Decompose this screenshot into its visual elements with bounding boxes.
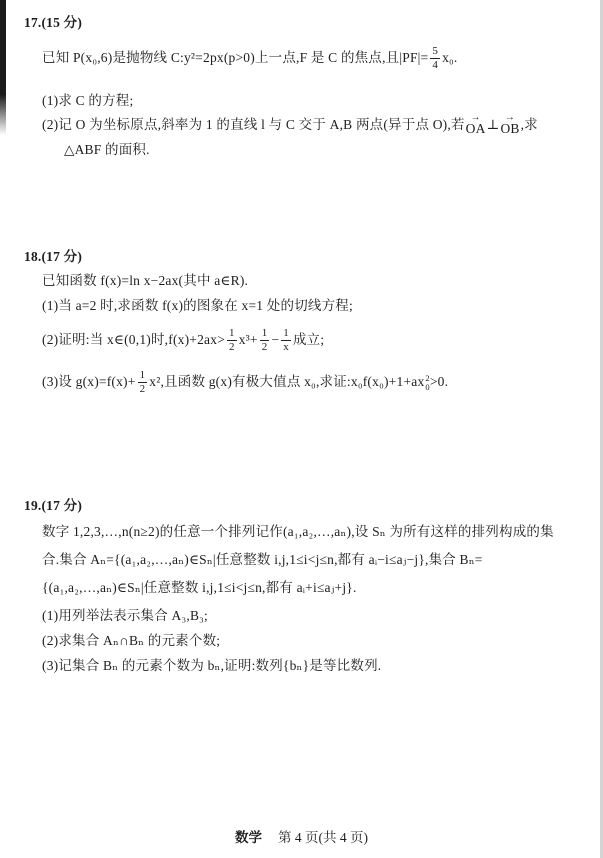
vector-oa [466,114,486,136]
fraction-numerator: 1 [229,327,235,340]
question-17-header [24,14,82,32]
question-19-paragraph-line-3 [42,579,357,597]
perpendicular-symbol: ⊥ [486,116,500,132]
question-17-intro [42,40,458,76]
math-text: x₀. [442,50,458,66]
question-18-points: (17 分) [41,249,83,264]
question-18-item-1 [42,297,353,315]
fraction-denominator: 2 [139,382,146,395]
fraction-1-2 [260,327,270,352]
math-text: x²,且函数 g(x)有极大值点 x₀,求证:x₀f(x₀)+1+ax [149,374,425,390]
sub-item-text: (1)用列举法表示集合 A₃,B₃; [42,608,209,623]
question-17-item-1 [42,92,133,110]
stack-subscript: 0 [425,382,430,392]
sub-item-text: (2)求集合 Aₙ∩Bₙ 的元素个数; [42,633,221,648]
question-17-number: 17. [24,15,42,30]
question-19-item-3 [42,657,381,675]
math-text: 已知函数 f(x)=ln x−2ax(其中 a∈R). [42,273,249,288]
fraction-numerator: 1 [261,327,268,340]
fraction-1-x [281,327,291,352]
sub-item-text: (3)记集合 Bₙ 的元素个数为 bₙ,证明:数列{bₙ}是等比数列. [42,658,382,673]
stack-superscript: 2 [425,373,430,384]
page-footer [0,826,603,846]
question-17-item-2-continuation [64,141,150,159]
question-19-header [24,497,82,515]
sub-item-text: △ABF 的面积. [64,142,150,157]
vector-arrow-icon: → [470,112,481,123]
vector-arrow-icon: → [504,112,516,123]
question-18-intro [42,272,248,290]
math-text: >0. [429,374,449,390]
question-19-paragraph-line-2 [42,551,483,569]
fraction-denominator: 4 [432,58,439,71]
question-17-item-2 [42,114,538,136]
subscript-superscript-stack [425,374,429,392]
sub-item-text: ,求 [520,116,538,132]
question-19-paragraph-line-1 [42,523,554,541]
footer-subject: 数学 [235,830,262,845]
vector-ob-label: OB [500,121,520,136]
sub-item-text: (2)证明:当 x∈(0,1)时,f(x)+2ax> [42,332,226,348]
math-text: − [271,332,280,348]
math-text: x³+ [238,332,258,348]
question-19-item-1 [42,607,208,625]
fraction-denominator: x [283,340,289,353]
question-17-points: (15 分) [41,15,83,30]
question-18-header [24,248,82,266]
sub-item-text: 成立; [292,332,325,348]
fraction-1-2 [227,327,237,352]
footer-page-info: 第 4 页(共 4 页) [278,830,368,845]
fraction-denominator: 2 [261,340,268,353]
vector-ob [500,114,519,136]
math-text: 数字 1,2,3,…,n(n≥2)的任意一个排列记作(a₁,a₂,…,aₙ),设 Sₙ 为所有这样的排列构成的集 [42,524,554,539]
question-18-number: 18. [24,249,42,264]
question-19-points: (17 分) [41,498,83,513]
fraction-numerator: 5 [432,45,439,58]
fraction-numerator: 1 [139,369,146,382]
sub-item-text: (2)记 O 为坐标原点,斜率为 1 的直线 l 与 C 交于 A,B 两点(异于点 O),若 [42,116,465,132]
question-18-item-2 [42,322,324,358]
math-text: 已知 P(x₀,6)是抛物线 C:y²=2px(p>0)上一点,F 是 C 的焦点,且|PF|= [42,50,429,66]
scan-edge-artifact-left [0,0,6,135]
question-18-item-3 [42,364,448,400]
fraction-5-4 [430,45,440,70]
question-19-item-2 [42,632,220,650]
question-19-number: 19. [24,498,42,513]
vector-oa-label: OA [465,121,486,136]
sub-item-text: (1)求 C 的方程; [42,93,134,108]
math-text: {(a₁,a₂,…,aₙ)∈Sₙ|任意整数 i,j,1≤i<j≤n,都有 aᵢ+i≤aⱼ+j}. [42,580,357,595]
fraction-1-2 [138,369,148,394]
math-text: 合.集合 Aₙ={(a₁,a₂,…,aₙ)∈Sₙ|任意整数 i,j,1≤i<j≤n,都有 aᵢ−i≤aⱼ−j},集合 Bₙ= [42,552,483,567]
fraction-numerator: 1 [283,327,289,340]
fraction-denominator: 2 [229,340,235,353]
sub-item-text: (1)当 a=2 时,求函数 f(x)的图象在 x=1 处的切线方程; [42,298,353,313]
sub-item-text: (3)设 g(x)=f(x)+ [42,374,136,390]
